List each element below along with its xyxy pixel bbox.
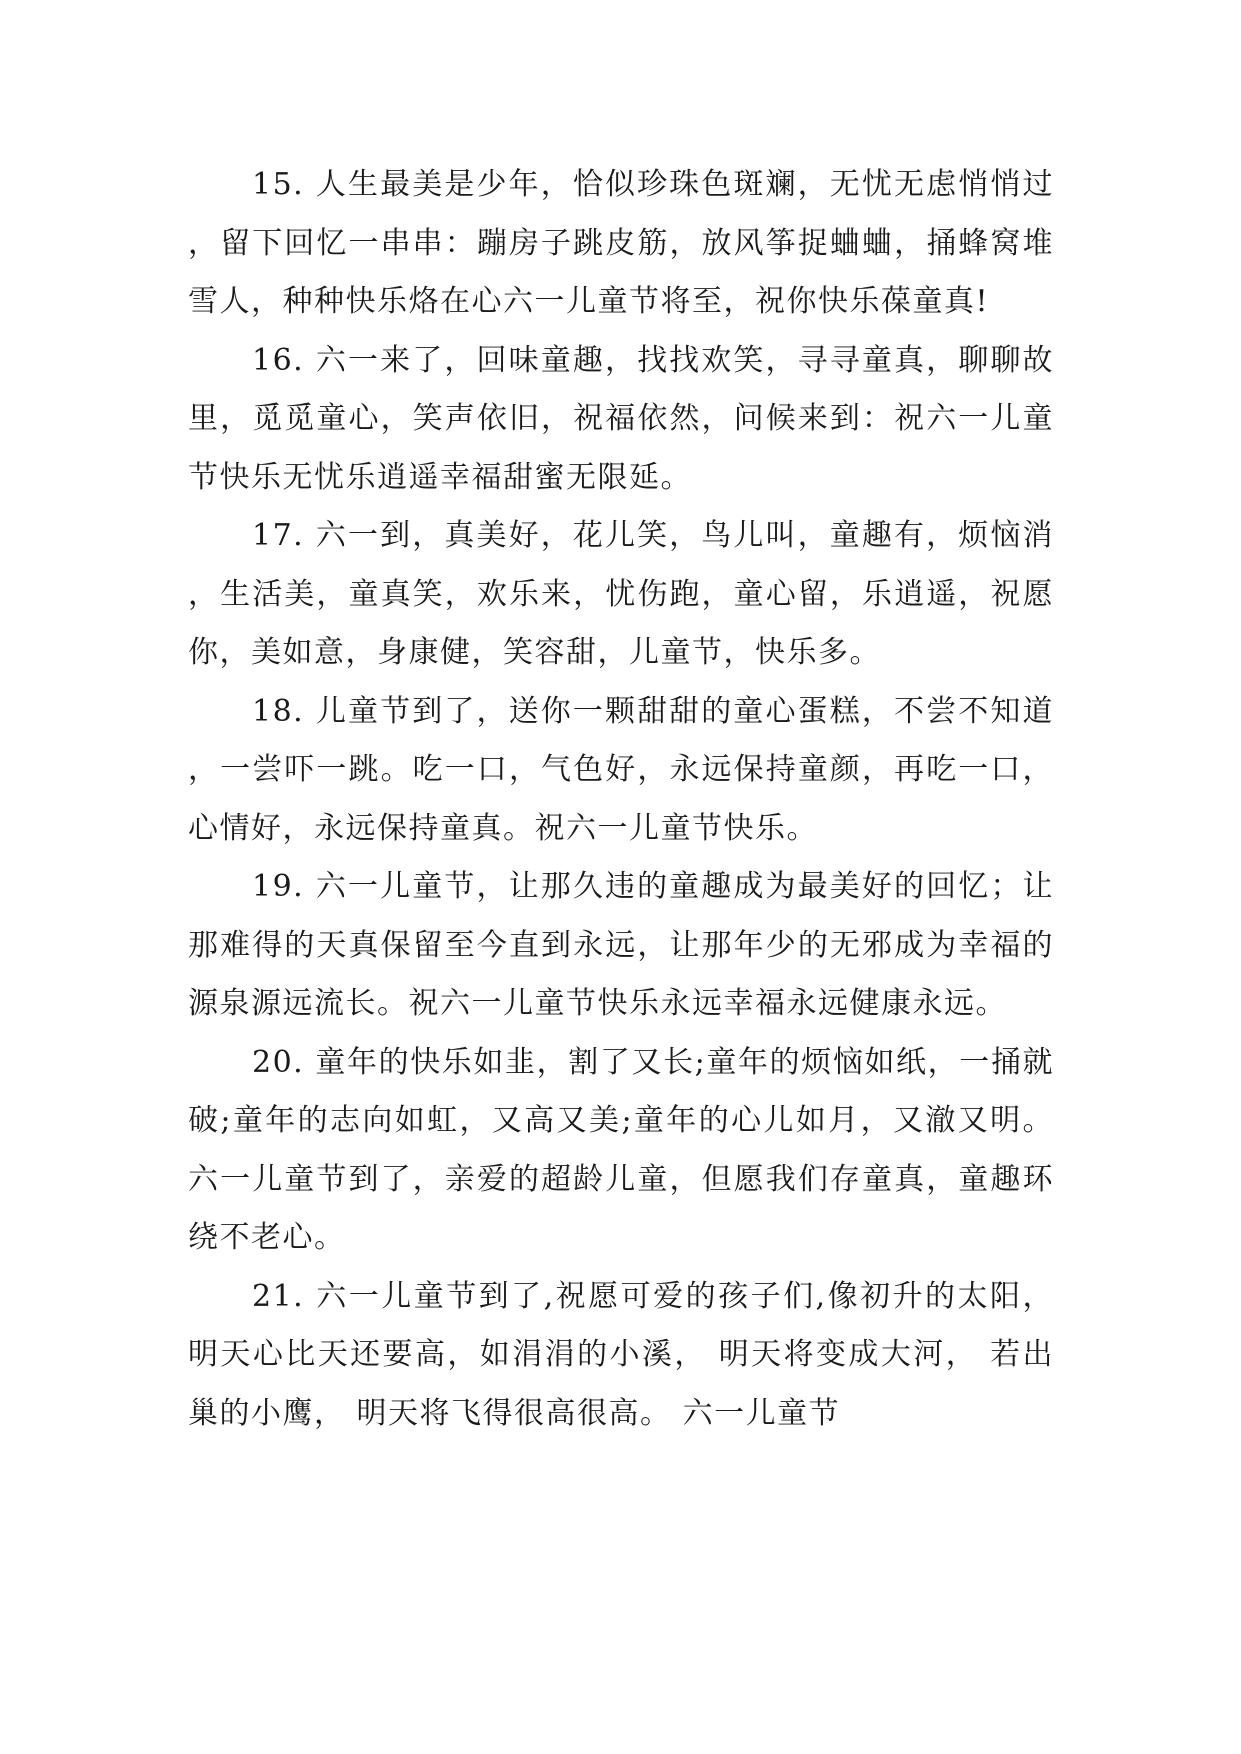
paragraph-21 xyxy=(188,1268,1054,1444)
paragraph-text: 六一儿童节到了,祝愿可爱的孩子们,像初升的太阳， 明天心比天还要高，如涓涓的小溪， 明天将变成大河， 若出巢的小鹰， 明天将飞得很高很高。 六一儿童节 xyxy=(188,1278,1054,1431)
paragraph-number: 18. xyxy=(252,693,305,729)
paragraph-17 xyxy=(188,507,1054,683)
paragraph-number: 16. xyxy=(252,342,305,378)
paragraph-text: 儿童节到了，送你一颗甜甜的童心蛋糕，不尝不知道，一尝吓一跳。吃一口，气色好，永远保持童颜，再吃一口，心情好，永远保持童真。祝六一儿童节快乐。 xyxy=(188,693,1054,846)
paragraph-text: 六一到，真美好，花儿笑，鸟儿叫，童趣有，烦恼消，生活美，童真笑，欢乐来，忧伤跑，童心留，乐逍遥，祝愿你，美如意，身康健，笑容甜，儿童节，快乐多。 xyxy=(188,518,1054,670)
paragraph-number: 20. xyxy=(252,1044,305,1080)
paragraph-number: 21. xyxy=(252,1278,305,1314)
paragraph-number: 17. xyxy=(252,518,305,553)
paragraph-20 xyxy=(188,1034,1054,1268)
paragraph-18 xyxy=(188,683,1054,859)
paragraph-text: 六一儿童节，让那久违的童趣成为最美好的回忆；让那难得的天真保留至今直到永远，让那年少的无邪成为幸福的源泉源远流长。祝六一儿童节快乐永远幸福永远健康永远。 xyxy=(188,869,1054,1021)
paragraph-text: 六一来了，回味童趣，找找欢笑，寻寻童真，聊聊故里，觅觅童心，笑声依旧，祝福依然，问候来到：祝六一儿童节快乐无忧乐逍遥幸福甜蜜无限延。 xyxy=(188,342,1054,495)
paragraph-text: 人生最美是少年，恰似珍珠色斑斓，无忧无虑悄悄过，留下回忆一串串：蹦房子跳皮筋，放风筝捉蛐蛐，捅蜂窝堆雪人，种种快乐烙在心六一儿童节将至，祝你快乐葆童真! xyxy=(188,167,1054,319)
paragraph-19 xyxy=(188,858,1054,1034)
paragraph-16 xyxy=(188,332,1054,508)
paragraph-number: 15. xyxy=(252,167,305,202)
document-body xyxy=(188,156,1054,1443)
paragraph-15 xyxy=(188,156,1054,332)
paragraph-number: 19. xyxy=(252,869,305,904)
paragraph-text: 童年的快乐如韭，割了又长;童年的烦恼如纸，一捅就破;童年的志向如虹，又高又美;童年的心儿如月，又澈又明。六一儿童节到了，亲爱的超龄儿童，但愿我们存童真，童趣环绕不老心。 xyxy=(188,1044,1054,1255)
